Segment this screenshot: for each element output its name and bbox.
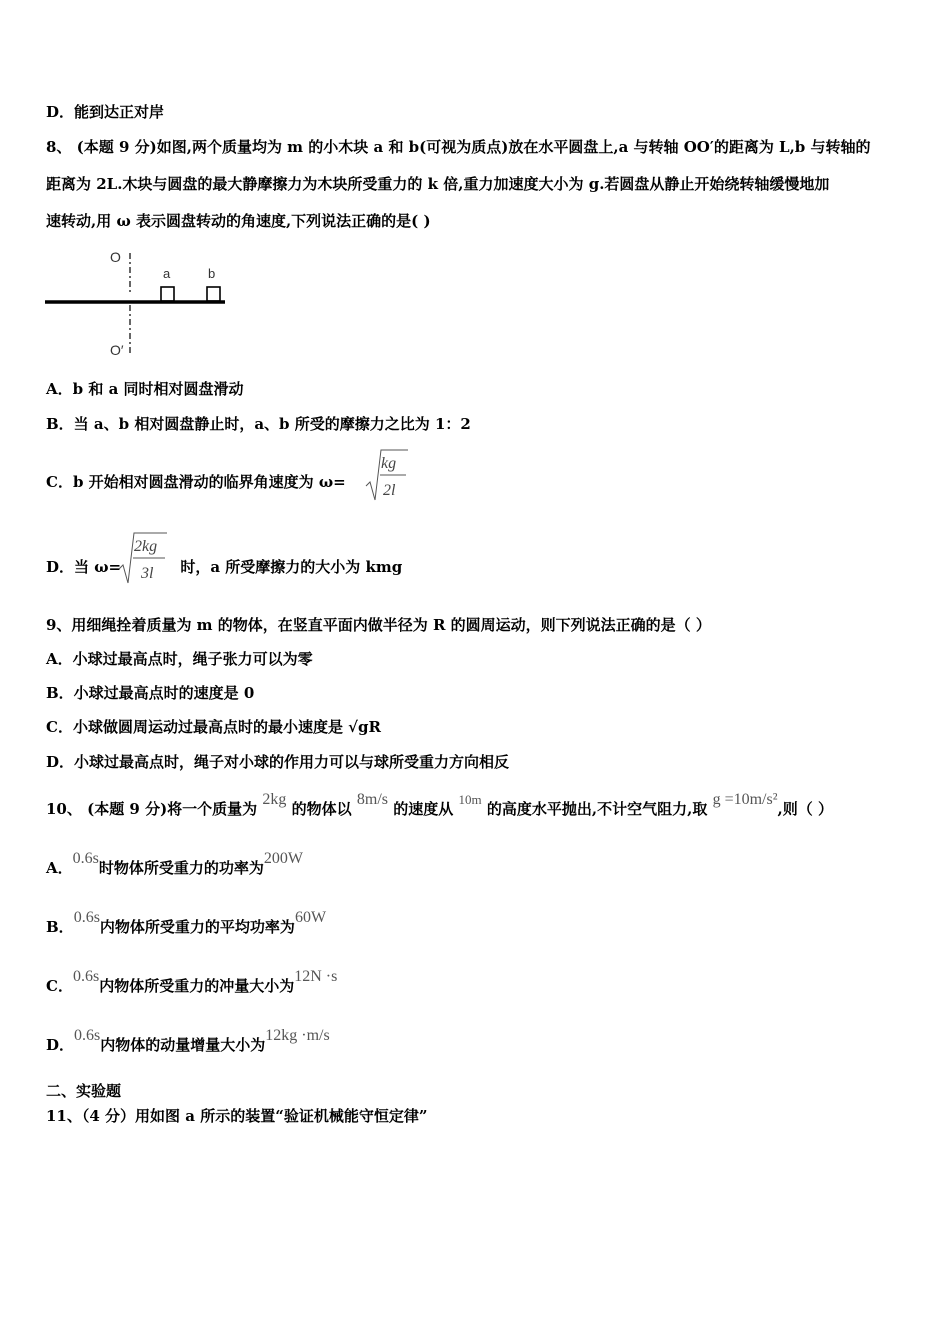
q9-option-c: C．小球做圆周运动过最高点时的最小速度是 √gR <box>46 718 381 736</box>
figure-label-b: b <box>208 266 216 281</box>
q8-option-d-sqrt <box>117 531 169 587</box>
q9-option-d: D．小球过最高点时，绳子对小球的作用力可以与球所受重力方向相反 <box>46 753 510 771</box>
q10-option-a-time: 0.6s <box>72 850 99 867</box>
q9-stem: 9、用细绳拴着质量为 m 的物体，在竖直平面内做半径为 R 的圆周运动，则下列说法正确的是（ ） <box>46 616 711 634</box>
figure-block-b <box>207 287 220 301</box>
q10-stem-part3: 的速度从 <box>393 800 454 818</box>
q8-stem-line3: 速转动,用 ω 表示圆盘转动的角速度,下列说法正确的是( ) <box>46 212 431 230</box>
q10-option-b-time: 0.6s <box>73 909 100 926</box>
q8-option-c-text: C．b 开始相对圆盘滑动的临界角速度为 ω= <box>46 473 346 491</box>
q8-option-c-sqrt <box>364 448 410 504</box>
q8-option-d-numerator: 2kg <box>134 538 158 555</box>
q10-option-c-time: 0.6s <box>72 968 100 985</box>
q10-mass: 2kg <box>262 791 287 808</box>
q8-option-d-post: 时，a 所受摩擦力的大小为 kmg <box>175 558 403 576</box>
q10-velocity: 8m/s <box>356 791 389 808</box>
figure-block-a <box>161 287 174 301</box>
q10-option-c-value: 12N ·s <box>294 968 338 985</box>
q11-stem: 11、（4 分）用如图 a 所示的装置“验证机械能守恒定律” <box>46 1107 428 1125</box>
q8-option-c-numerator: kg <box>381 455 397 472</box>
q9-option-a: A．小球过最高点时，绳子张力可以为零 <box>46 650 313 668</box>
q10-height: 10m <box>458 792 482 807</box>
q10-option-a-value: 200W <box>263 850 303 867</box>
q8-option-d <box>46 557 402 577</box>
q8-option-d-denominator: 3l <box>141 565 154 582</box>
q8-stem-line1: 8、 (本题 9 分)如图,两个质量均为 m 的小木块 a 和 b(可视为质点)放在水平圆盘上,a 与转轴 OO′的距离为 L,b 与转轴的 <box>46 138 871 156</box>
q8-option-b: B．当 a、b 相对圆盘静止时，a、b 所受的摩擦力之比为 1：2 <box>46 415 471 433</box>
q10-option-b <box>46 909 327 938</box>
q8-option-c-denominator: 2l <box>383 482 396 499</box>
q10-option-b-label: B． <box>46 918 74 936</box>
section-title-experiment: 二、实验题 <box>46 1082 122 1100</box>
q10-option-d-text: 内物体的动量增量大小为 <box>100 1036 266 1054</box>
q10-option-b-text: 内物体所受重力的平均功率为 <box>99 918 295 936</box>
q10-stem-part2: 的物体以 <box>291 800 352 818</box>
figure-label-o-prime: O′ <box>110 342 124 358</box>
q10-option-d <box>46 1027 330 1056</box>
figure-label-o: O <box>110 249 121 265</box>
q10-option-b-value: 60W <box>294 909 327 926</box>
q10-stem-part4: 的高度水平抛出,不计空气阻力,取 <box>486 800 708 818</box>
q10-gravity: g =10m/s² <box>712 791 778 808</box>
figure-label-a: a <box>163 266 171 281</box>
q8-figure <box>40 245 240 360</box>
q10-option-d-time: 0.6s <box>74 1027 101 1044</box>
q10-stem-part5: ,则（ ） <box>777 800 833 818</box>
q8-option-d-pre: D．当 ω= <box>46 558 122 576</box>
q10-stem-part1: 10、 (本题 9 分)将一个质量为 <box>46 800 258 818</box>
q8-stem-line2: 距离为 2L.木块与圆盘的最大静摩擦力为木块所受重力的 k 倍,重力加速度大小为 g.若圆盘从静止开始绕转轴缓慢地加 <box>46 175 830 193</box>
q10-option-a-label: A． <box>46 859 73 877</box>
q9-option-b: B．小球过最高点时的速度是 0 <box>46 684 255 702</box>
q10-option-c-label: C． <box>46 977 73 995</box>
q10-option-a-text: 时物体所受重力的功率为 <box>98 859 264 877</box>
q10-option-c-text: 内物体所受重力的冲量大小为 <box>99 977 295 995</box>
q10-stem <box>46 791 833 820</box>
q10-option-c <box>46 968 338 997</box>
q10-option-a <box>46 850 303 879</box>
q10-option-d-value: 12kg ·m/s <box>265 1027 330 1044</box>
q8-option-c <box>46 472 346 492</box>
q7-option-d: D．能到达正对岸 <box>46 103 165 121</box>
q8-option-a: A．b 和 a 同时相对圆盘滑动 <box>46 380 244 398</box>
q10-option-d-label: D． <box>46 1036 75 1054</box>
